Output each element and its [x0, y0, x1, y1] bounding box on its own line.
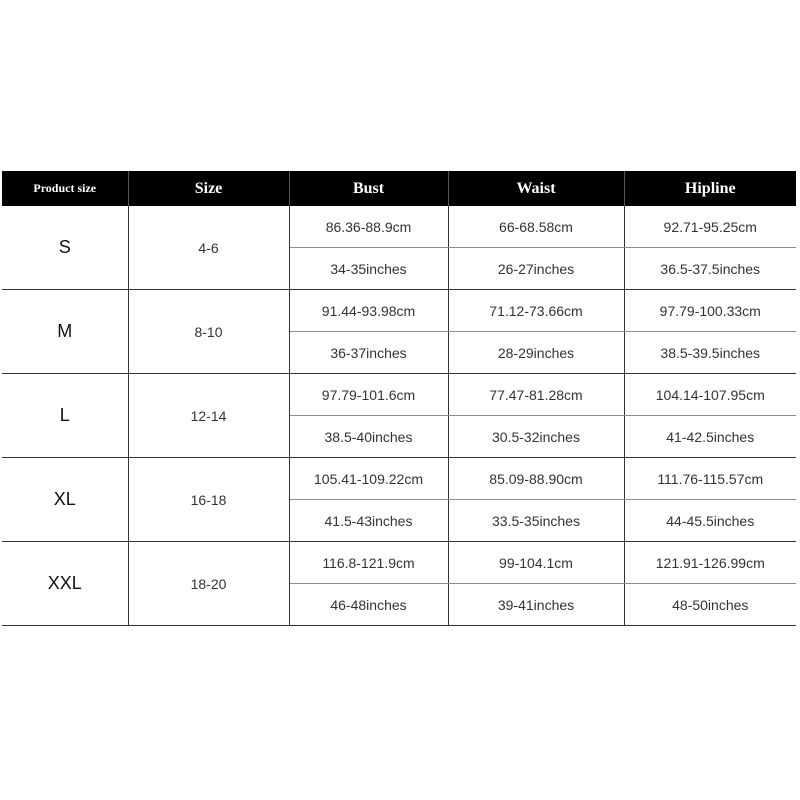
header-waist: Waist	[448, 171, 624, 206]
header-bust: Bust	[289, 171, 448, 206]
hipline-inches-cell: 44-45.5inches	[624, 500, 796, 542]
size-number: 8-10	[128, 290, 289, 374]
hipline-inches-cell: 36.5-37.5inches	[624, 248, 796, 290]
size-chart-table	[2, 171, 796, 626]
waist-cm-cell: 99-104.1cm	[448, 542, 624, 584]
table-row-cm	[2, 458, 796, 500]
bust-inches-cell: 36-37inches	[289, 332, 448, 374]
table-row-cm	[2, 374, 796, 416]
bust-inches-cell: 38.5-40inches	[289, 416, 448, 458]
bust-inches-cell: 41.5-43inches	[289, 500, 448, 542]
waist-inches-cell: 33.5-35inches	[448, 500, 624, 542]
bust-cm-cell: 116.8-121.9cm	[289, 542, 448, 584]
bust-cm-cell: 86.36-88.9cm	[289, 206, 448, 248]
waist-inches-cell: 28-29inches	[448, 332, 624, 374]
bust-inches-cell: 34-35inches	[289, 248, 448, 290]
header-row	[2, 171, 796, 206]
waist-cm-cell: 77.47-81.28cm	[448, 374, 624, 416]
waist-cm-cell: 85.09-88.90cm	[448, 458, 624, 500]
waist-inches-cell: 26-27inches	[448, 248, 624, 290]
size-label: XL	[2, 458, 128, 542]
table-row-cm	[2, 542, 796, 584]
header-hipline: Hipline	[624, 171, 796, 206]
size-label: XXL	[2, 542, 128, 626]
size-label: L	[2, 374, 128, 458]
size-number: 16-18	[128, 458, 289, 542]
hipline-cm-cell: 111.76-115.57cm	[624, 458, 796, 500]
size-label: M	[2, 290, 128, 374]
hipline-inches-cell: 41-42.5inches	[624, 416, 796, 458]
table-row-cm	[2, 290, 796, 332]
header-product-size: Product size	[2, 171, 128, 206]
hipline-cm-cell: 92.71-95.25cm	[624, 206, 796, 248]
bust-cm-cell: 97.79-101.6cm	[289, 374, 448, 416]
bust-inches-cell: 46-48inches	[289, 584, 448, 626]
size-label: S	[2, 206, 128, 290]
table-row-cm	[2, 206, 796, 248]
waist-inches-cell: 39-41inches	[448, 584, 624, 626]
bust-cm-cell: 105.41-109.22cm	[289, 458, 448, 500]
bust-cm-cell: 91.44-93.98cm	[289, 290, 448, 332]
size-number: 12-14	[128, 374, 289, 458]
waist-inches-cell: 30.5-32inches	[448, 416, 624, 458]
hipline-cm-cell: 104.14-107.95cm	[624, 374, 796, 416]
header-size: Size	[128, 171, 289, 206]
waist-cm-cell: 71.12-73.66cm	[448, 290, 624, 332]
hipline-inches-cell: 48-50inches	[624, 584, 796, 626]
size-number: 18-20	[128, 542, 289, 626]
hipline-cm-cell: 97.79-100.33cm	[624, 290, 796, 332]
hipline-inches-cell: 38.5-39.5inches	[624, 332, 796, 374]
waist-cm-cell: 66-68.58cm	[448, 206, 624, 248]
size-number: 4-6	[128, 206, 289, 290]
hipline-cm-cell: 121.91-126.99cm	[624, 542, 796, 584]
